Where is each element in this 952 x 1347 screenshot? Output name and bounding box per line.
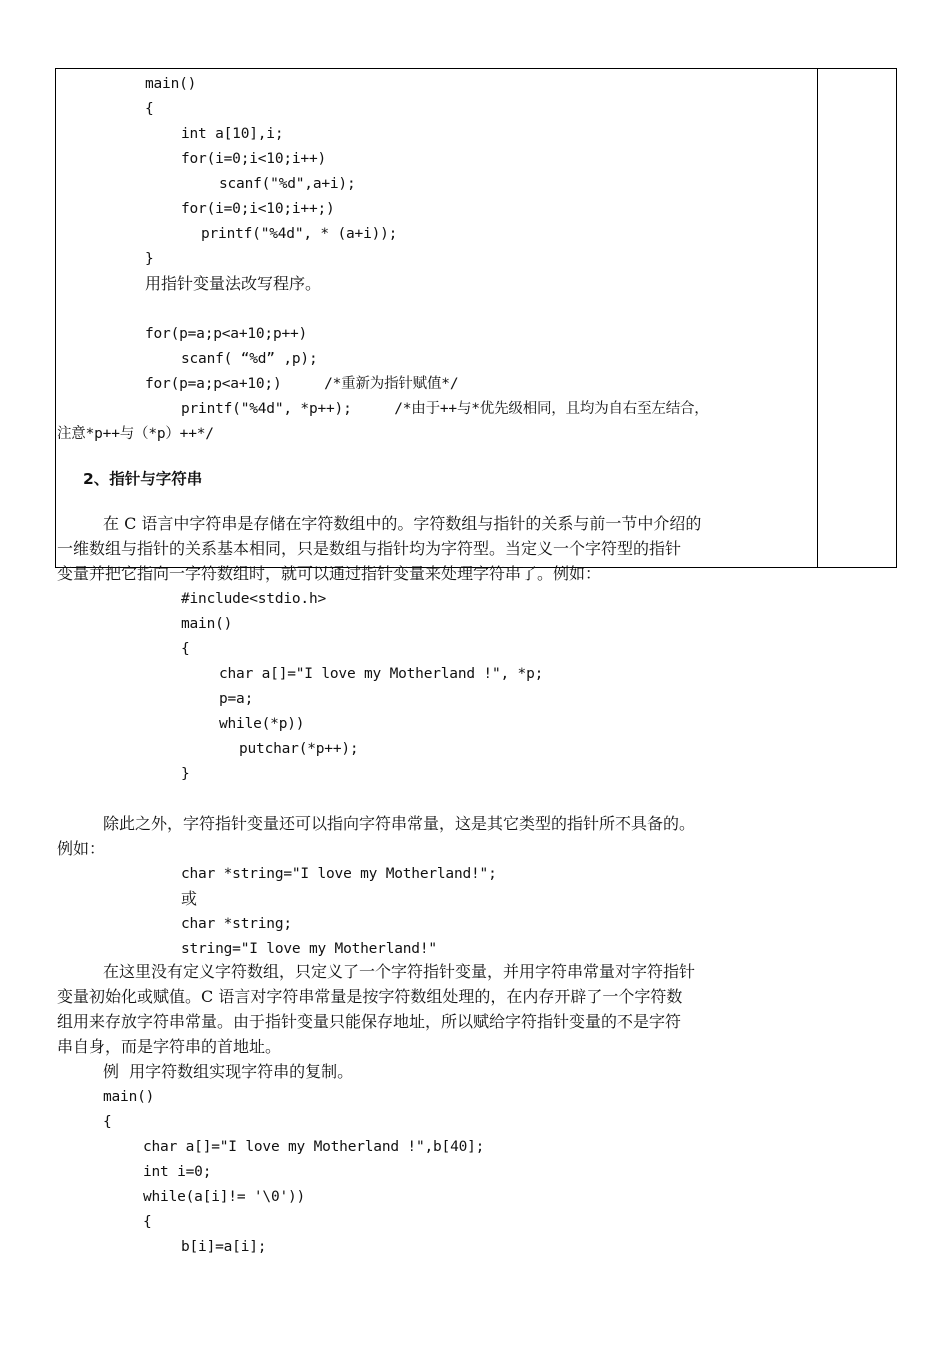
code-line: for(i=0;i<10;i++;)	[181, 201, 335, 217]
code-line: for(p=a;p<a+10;) /*重新为指针赋值*/	[145, 376, 459, 392]
code-line: {	[145, 101, 154, 117]
code-line: char a[]="I love my Motherland !", *p;	[219, 666, 544, 682]
code-line: putchar(*p++);	[239, 741, 359, 757]
text-line: 变量初始化或赋值。C 语言对字符串常量是按字符数组处理的，在内存开辟了一个字符数	[57, 987, 683, 1006]
code-line: main()	[103, 1089, 155, 1105]
code-line: int a[10],i;	[181, 126, 284, 142]
text-line: 在这里没有定义字符数组，只定义了一个字符指针变量，并用字符串常量对字符指针	[103, 962, 696, 981]
code-line: while(a[i]!= '\0'))	[143, 1189, 306, 1205]
text-line: 在 C 语言中字符串是存储在字符数组中的。字符数组与指针的关系与前一节中介绍的	[103, 514, 702, 533]
code-line: {	[143, 1214, 152, 1230]
text-line: 变量并把它指向一字符数组时，就可以通过指针变量来处理字符串了。例如：	[57, 564, 602, 583]
table-column-divider	[817, 68, 818, 568]
text-line: 用指针变量法改写程序。	[145, 274, 322, 293]
code-line: #include<stdio.h>	[181, 591, 327, 607]
code-line: char *string="I love my Motherland!";	[181, 866, 497, 882]
code-line: int i=0;	[143, 1164, 212, 1180]
code-line: }	[145, 251, 154, 267]
section-heading: 2、指针与字符串	[83, 470, 203, 488]
code-line: main()	[145, 76, 197, 92]
text-line: 一维数组与指针的关系基本相同，只是数组与指针均为字符型。当定义一个字符型的指针	[57, 539, 682, 558]
code-line: while(*p))	[219, 716, 305, 732]
code-line: printf("%4d", * (a+i));	[201, 226, 398, 242]
code-line: for(p=a;p<a+10;p++)	[145, 326, 308, 342]
code-line: 注意*p++与（*p）++*/	[57, 426, 214, 442]
text-line: 或	[181, 889, 198, 908]
code-line: char *string;	[181, 916, 292, 932]
text-line: 例如：	[57, 839, 106, 858]
text-line: 例 用字符数组实现字符串的复制。	[103, 1062, 354, 1081]
text-line: 串自身，而是字符串的首地址。	[57, 1037, 282, 1056]
text-line: 组用来存放字符串常量。由于指针变量只能保存地址，所以赋给字符指针变量的不是字符	[57, 1012, 682, 1031]
code-line: {	[103, 1114, 112, 1130]
text-line: 除此之外，字符指针变量还可以指向字符串常量，这是其它类型的指针所不具备的。	[103, 814, 696, 833]
code-line: scanf( “%d” ,p);	[181, 351, 318, 367]
code-line: printf("%4d", *p++); /*由于++与*优先级相同，且均为自右至左结合，	[181, 401, 709, 417]
code-line: {	[181, 641, 190, 657]
code-line: b[i]=a[i];	[181, 1239, 267, 1255]
code-line: p=a;	[219, 691, 254, 707]
code-line: for(i=0;i<10;i++)	[181, 151, 327, 167]
code-line: main()	[181, 616, 233, 632]
code-line: }	[181, 766, 190, 782]
code-line: string="I love my Motherland!"	[181, 941, 437, 957]
code-line: char a[]="I love my Motherland !",b[40];	[143, 1139, 485, 1155]
code-line: scanf("%d",a+i);	[219, 176, 356, 192]
